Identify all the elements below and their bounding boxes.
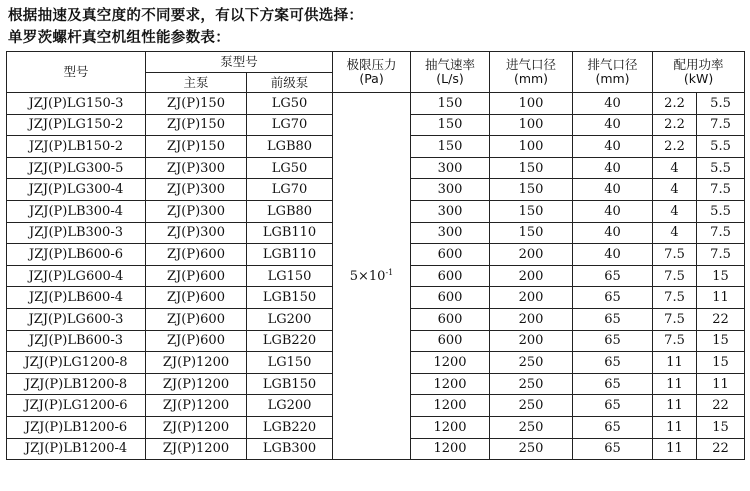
cell-power-main: 4 [653,200,697,222]
cell-inlet: 100 [490,136,573,158]
cell-main-pump: ZJ(P)300 [146,179,247,201]
cell-ultimate-pressure [333,93,411,460]
cell-power-main: 4 [653,222,697,244]
cell-power-main: 11 [653,352,697,374]
cell-power-backing: 22 [697,308,745,330]
cell-outlet: 40 [573,114,653,136]
cell-main-pump: ZJ(P)600 [146,330,247,352]
cell-inlet: 200 [490,287,573,309]
cell-power-main: 11 [653,373,697,395]
cell-power-main: 7.5 [653,308,697,330]
intro-text [8,5,363,49]
cell-backing-pump: LGB150 [247,373,333,395]
cell-power-main: 4 [653,157,697,179]
table-body [7,93,745,460]
cell-model: JZJ(P)LB150-2 [7,136,146,158]
cell-main-pump: ZJ(P)300 [146,157,247,179]
cell-outlet: 40 [573,136,653,158]
cell-power-backing: 5.5 [697,200,745,222]
cell-power-backing: 5.5 [697,136,745,158]
cell-power-backing: 15 [697,265,745,287]
cell-power-backing: 5.5 [697,157,745,179]
cell-inlet: 200 [490,330,573,352]
cell-backing-pump: LG150 [247,352,333,374]
cell-inlet: 250 [490,373,573,395]
cell-backing-pump: LG200 [247,308,333,330]
header-outlet [573,52,653,93]
cell-pumping-speed: 600 [411,265,490,287]
cell-outlet: 40 [573,157,653,179]
cell-power-main: 11 [653,395,697,417]
cell-power-main: 7.5 [653,287,697,309]
cell-pumping-speed: 300 [411,179,490,201]
cell-model: JZJ(P)LB1200-8 [7,373,146,395]
cell-inlet: 150 [490,157,573,179]
cell-backing-pump: LGB110 [247,244,333,266]
header-backing-pump: 前级泵 [247,73,333,93]
header-model: 型号 [7,52,146,93]
cell-inlet: 200 [490,308,573,330]
cell-main-pump: ZJ(P)1200 [146,352,247,374]
cell-power-main: 11 [653,416,697,438]
cell-power-main: 4 [653,179,697,201]
cell-backing-pump: LGB110 [247,222,333,244]
cell-pumping-speed: 1200 [411,373,490,395]
cell-power-backing: 11 [697,287,745,309]
header-main-pump: 主泵 [146,73,247,93]
cell-power-backing: 7.5 [697,114,745,136]
cell-pumping-speed: 150 [411,114,490,136]
cell-main-pump: ZJ(P)300 [146,200,247,222]
cell-main-pump: ZJ(P)150 [146,114,247,136]
cell-model: JZJ(P)LG150-3 [7,93,146,115]
cell-backing-pump: LGB80 [247,200,333,222]
cell-pumping-speed: 1200 [411,438,490,460]
cell-pumping-speed: 600 [411,287,490,309]
cell-inlet: 150 [490,200,573,222]
cell-main-pump: ZJ(P)1200 [146,373,247,395]
intro-line-table-title: 单罗茨螺杆真空机组性能参数表： [8,30,230,46]
pressure-base: 5×10 [349,269,386,285]
header-ultimate-pressure-label: 极限压力 [346,57,397,72]
cell-inlet: 200 [490,244,573,266]
cell-backing-pump: LGB150 [247,287,333,309]
cell-power-backing: 15 [697,352,745,374]
cell-power-backing: 5.5 [697,93,745,115]
header-pumping-speed [411,52,490,93]
cell-pumping-speed: 300 [411,222,490,244]
cell-power-backing: 22 [697,395,745,417]
intro-line-options: 根据抽速及真空度的不同要求，有以下方案可供选择： [8,8,364,24]
cell-model: JZJ(P)LB300-3 [7,222,146,244]
cell-outlet: 40 [573,93,653,115]
cell-outlet: 40 [573,244,653,266]
cell-power-main: 2.2 [653,114,697,136]
cell-pumping-speed: 150 [411,136,490,158]
header-power [653,52,745,93]
cell-power-main: 2.2 [653,93,697,115]
table-row [7,93,745,115]
cell-pumping-speed: 600 [411,308,490,330]
cell-outlet: 40 [573,200,653,222]
cell-power-main: 7.5 [653,244,697,266]
cell-power-backing: 15 [697,416,745,438]
table-header [7,52,745,93]
cell-outlet: 65 [573,287,653,309]
header-power-unit: (kW) [683,71,714,86]
cell-power-main: 7.5 [653,330,697,352]
cell-inlet: 100 [490,93,573,115]
cell-main-pump: ZJ(P)1200 [146,416,247,438]
cell-outlet: 65 [573,438,653,460]
cell-outlet: 65 [573,395,653,417]
cell-inlet: 250 [490,416,573,438]
cell-power-backing: 11 [697,373,745,395]
header-outlet-unit: (mm) [595,71,630,86]
cell-main-pump: ZJ(P)1200 [146,438,247,460]
cell-main-pump: ZJ(P)600 [146,265,247,287]
cell-power-main: 7.5 [653,265,697,287]
cell-main-pump: ZJ(P)600 [146,287,247,309]
cell-model: JZJ(P)LG300-4 [7,179,146,201]
cell-pumping-speed: 300 [411,157,490,179]
cell-power-backing: 22 [697,438,745,460]
cell-model: JZJ(P)LB300-4 [7,200,146,222]
header-ultimate-pressure [333,52,411,93]
cell-pumping-speed: 300 [411,200,490,222]
cell-model: JZJ(P)LG1200-6 [7,395,146,417]
cell-model: JZJ(P)LB1200-4 [7,438,146,460]
cell-pumping-speed: 1200 [411,395,490,417]
header-inlet [490,52,573,93]
cell-pumping-speed: 600 [411,330,490,352]
cell-model: JZJ(P)LG300-5 [7,157,146,179]
cell-backing-pump: LG200 [247,395,333,417]
header-pumping-speed-unit: (L/s) [436,71,464,86]
cell-power-backing: 7.5 [697,179,745,201]
header-inlet-unit: (mm) [513,71,549,86]
cell-backing-pump: LGB300 [247,438,333,460]
cell-power-backing: 15 [697,330,745,352]
cell-model: JZJ(P)LG150-2 [7,114,146,136]
cell-main-pump: ZJ(P)150 [146,93,247,115]
cell-pumping-speed: 600 [411,244,490,266]
cell-main-pump: ZJ(P)600 [146,308,247,330]
cell-inlet: 100 [490,114,573,136]
cell-outlet: 65 [573,308,653,330]
cell-power-main: 11 [653,438,697,460]
cell-model: JZJ(P)LB600-4 [7,287,146,309]
cell-backing-pump: LG70 [247,179,333,201]
cell-inlet: 250 [490,395,573,417]
cell-pumping-speed: 150 [411,93,490,115]
cell-inlet: 250 [490,438,573,460]
cell-inlet: 150 [490,222,573,244]
cell-inlet: 150 [490,179,573,201]
header-power-label: 配用功率 [673,57,724,72]
cell-outlet: 65 [573,330,653,352]
header-inlet-label: 进气口径 [506,57,557,72]
cell-outlet: 40 [573,222,653,244]
cell-model: JZJ(P)LG600-4 [7,265,146,287]
cell-inlet: 200 [490,265,573,287]
cell-model: JZJ(P)LG1200-8 [7,352,146,374]
cell-model: JZJ(P)LB600-6 [7,244,146,266]
header-pumping-speed-label: 抽气速率 [425,57,476,72]
cell-backing-pump: LG150 [247,265,333,287]
cell-outlet: 65 [573,373,653,395]
cell-main-pump: ZJ(P)1200 [146,395,247,417]
header-pump-model: 泵型号 [146,52,333,73]
cell-backing-pump: LGB220 [247,416,333,438]
cell-model: JZJ(P)LB600-3 [7,330,146,352]
cell-model: JZJ(P)LB1200-6 [7,416,146,438]
cell-main-pump: ZJ(P)300 [146,222,247,244]
cell-power-backing: 7.5 [697,222,745,244]
cell-backing-pump: LG50 [247,93,333,115]
cell-power-backing: 7.5 [697,244,745,266]
spec-table [6,51,745,460]
pressure-exponent: -1 [385,268,394,278]
cell-model: JZJ(P)LG600-3 [7,308,146,330]
cell-main-pump: ZJ(P)150 [146,136,247,158]
cell-main-pump: ZJ(P)600 [146,244,247,266]
header-ultimate-pressure-unit: (Pa) [359,71,384,86]
cell-inlet: 250 [490,352,573,374]
cell-power-main: 2.2 [653,136,697,158]
cell-backing-pump: LGB80 [247,136,333,158]
cell-backing-pump: LG70 [247,114,333,136]
cell-outlet: 65 [573,265,653,287]
header-outlet-label: 排气口径 [587,57,638,72]
cell-outlet: 65 [573,352,653,374]
cell-backing-pump: LGB220 [247,330,333,352]
cell-outlet: 40 [573,179,653,201]
cell-outlet: 65 [573,416,653,438]
cell-pumping-speed: 1200 [411,416,490,438]
cell-pumping-speed: 1200 [411,352,490,374]
cell-backing-pump: LG50 [247,157,333,179]
